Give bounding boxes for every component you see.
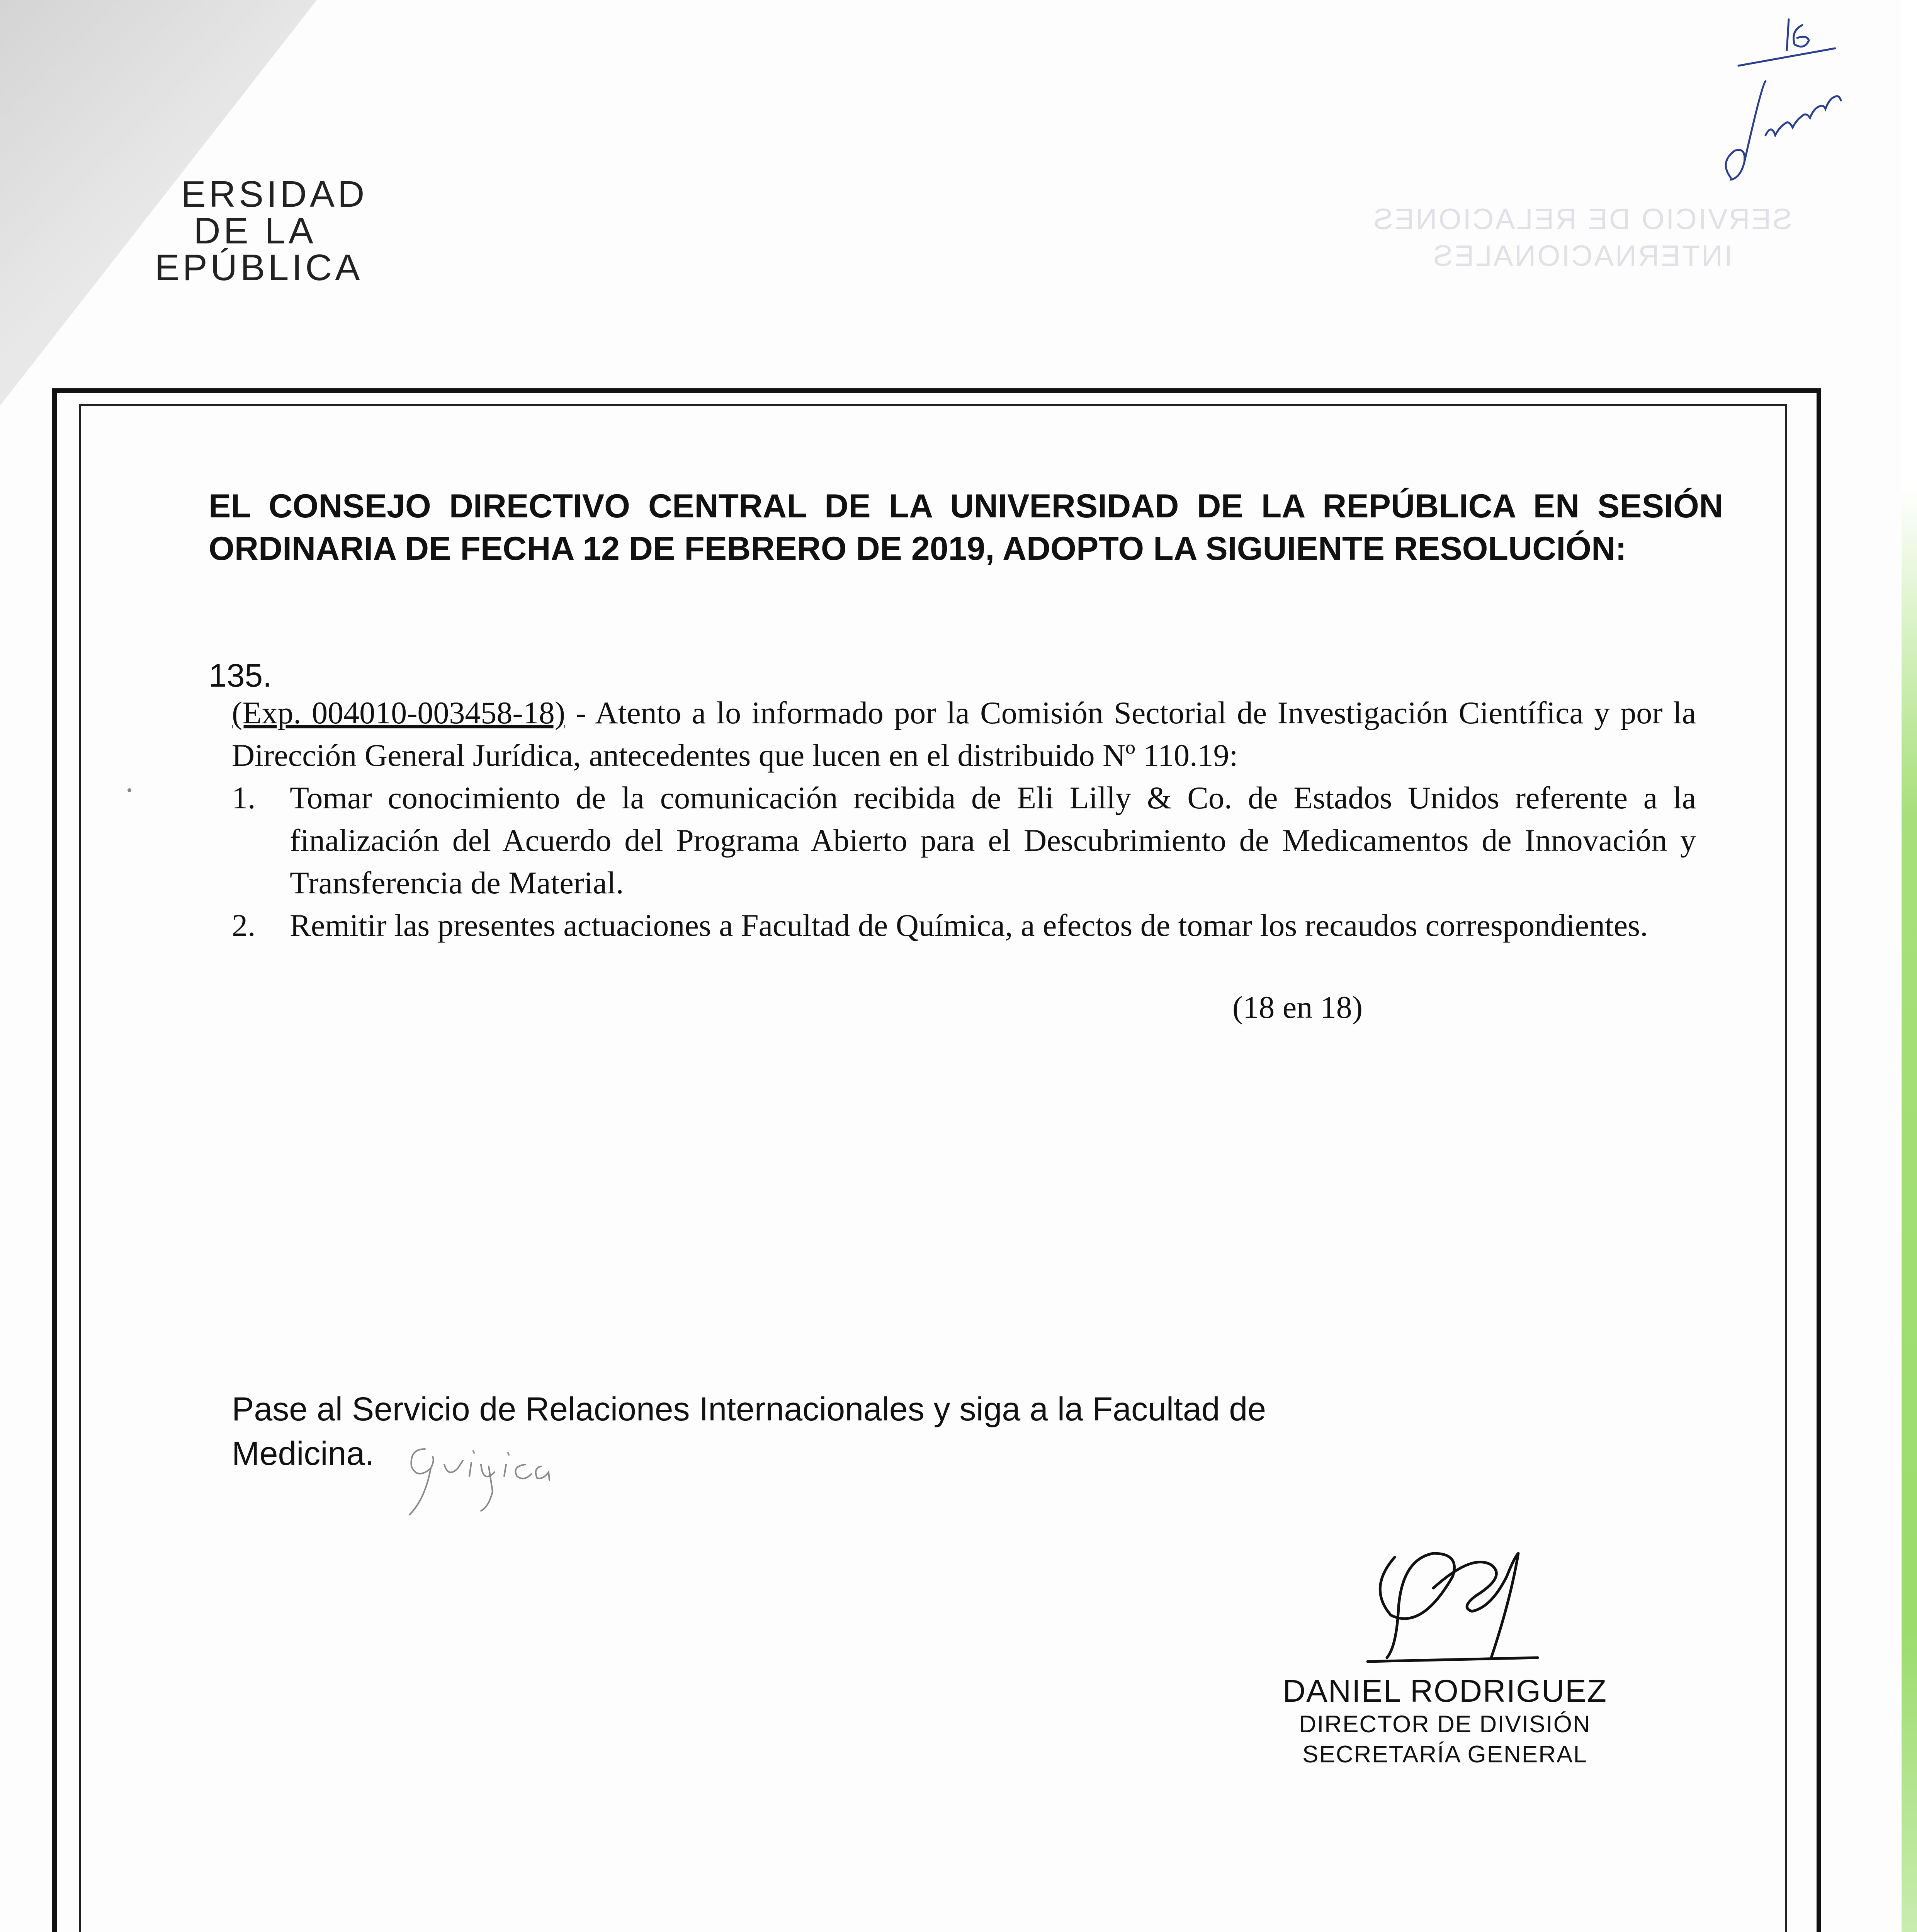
intro-text: - Atento a lo informado por la Comisión Sectorial de Investigación Científica y por la Dirección General Jurídica, antecedentes que lucen en el distribuido Nº 110.19:	[232, 695, 1696, 773]
resolution-number: 135.	[209, 657, 272, 694]
item-text: Tomar conocimiento de la comunicación recibida de Eli Lilly & Co. de Estados Unidos referente a la finalización del Acuerdo del Programa Abierto para el Descubrimiento de Medicamentos de Innovación y Transferencia de Material.	[290, 780, 1696, 900]
scan-speck	[127, 788, 131, 792]
stamp-line-1: SERVICIO DE RELACIONES	[1372, 203, 1792, 236]
signatory-office: SECRETARÍA GENERAL	[1302, 1741, 1587, 1768]
signature-image	[1344, 1530, 1623, 1692]
letterhead-line-1: ERSIDAD	[181, 173, 368, 215]
handwritten-annotation	[394, 1430, 634, 1522]
list-item	[232, 777, 1696, 904]
list-item	[232, 904, 1696, 947]
item-number: 2.	[232, 908, 256, 943]
pase-instruction: Pase al Servicio de Relaciones Internacionales y siga a la Facultad de Medicina.	[232, 1391, 1266, 1472]
item-number: 1.	[232, 780, 256, 815]
stamp-line-2: INTERNACIONALES	[1432, 240, 1732, 272]
resolution-body	[232, 692, 1696, 947]
faint-stamp	[1360, 201, 1804, 274]
vote-tally: (18 en 18)	[1232, 990, 1363, 1025]
letterhead-line-2: DE LA	[194, 210, 316, 252]
signatory-role: DIRECTOR DE DIVISIÓN	[1299, 1711, 1591, 1738]
signatory-block	[1259, 1673, 1630, 1770]
letterhead-line-3: EPÚBLICA	[155, 247, 363, 288]
page-edge	[1902, 0, 1917, 1932]
expediente-reference: (Exp. 004010-003458-18)	[232, 695, 566, 730]
resolution-heading: EL CONSEJO DIRECTIVO CENTRAL DE LA UNIVERSIDAD DE LA REPÚBLICA EN SESIÓN ORDINARIA DE FECHA 12 DE FEBRERO DE 2019, ADOPTO LA SIGUIENTE RESOLUCIÓN:	[209, 488, 1723, 567]
resolution-items	[232, 777, 1696, 947]
university-letterhead	[81, 173, 421, 288]
item-text: Remitir las presentes actuaciones a Facultad de Química, a efectos de tomar los recaudos correspondientes.	[290, 908, 1648, 943]
signatory-name: DANIEL RODRIGUEZ	[1283, 1673, 1607, 1709]
resolution-intro	[232, 692, 1696, 777]
handwritten-folio	[1708, 8, 1854, 201]
